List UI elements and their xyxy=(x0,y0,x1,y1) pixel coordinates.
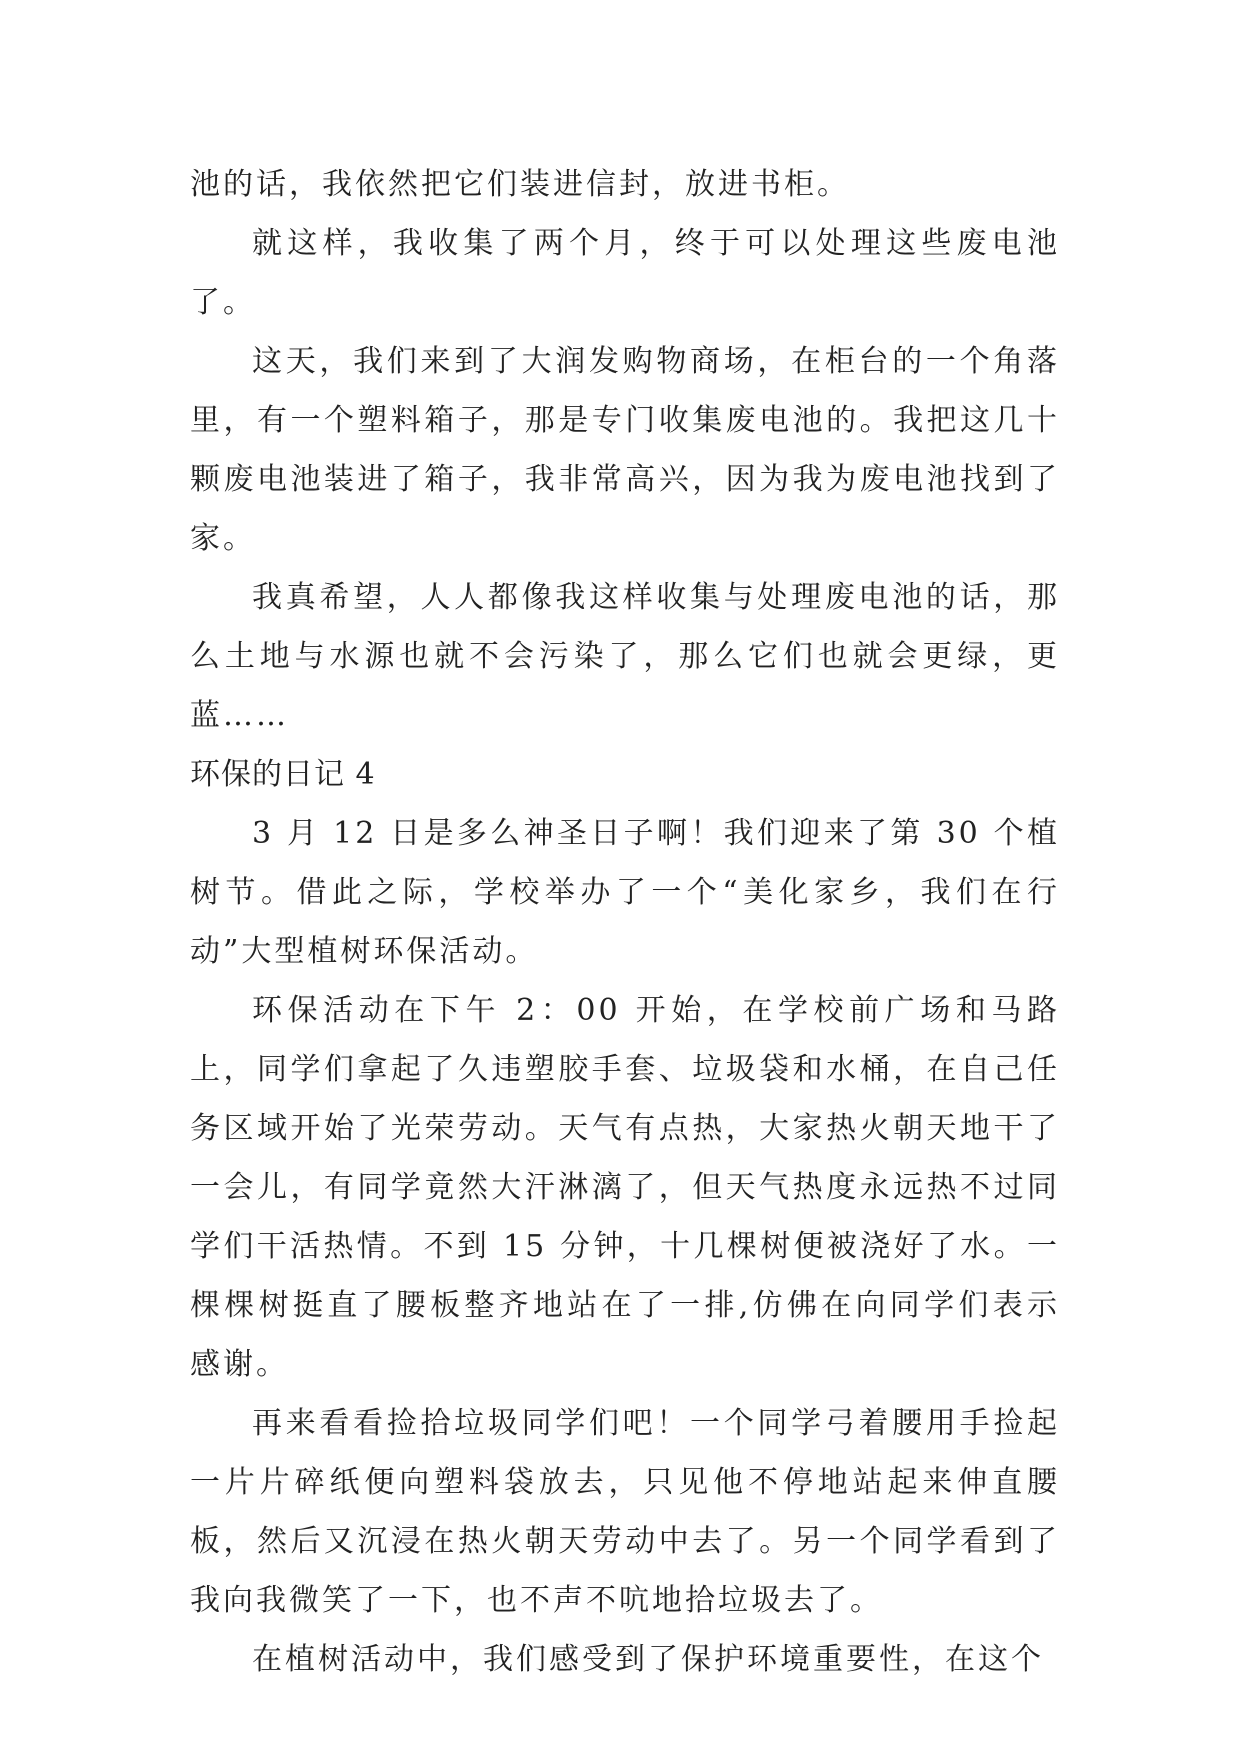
paragraph: 环保活动在下午 2：00 开始，在学校前广场和马路上，同学们拿起了久违塑胶手套、垃圾袋和水桶，在自己任务区域开始了光荣劳动。天气有点热，大家热火朝天地干了一会儿，有同学竟然大汗淋漓了，但天气热度永远热不过同学们干活热情。不到 15 分钟，十几棵树便被浇好了水。一棵棵树挺直了腰板整齐地站在了一排,仿佛在向同学们表示感谢。 xyxy=(190,993,1060,1382)
section-heading: 环保的日记 4 xyxy=(190,757,376,792)
paragraph: 池的话，我依然把它们装进信封，放进书柜。 xyxy=(190,167,850,202)
paragraph: 在植树活动中，我们感受到了保护环境重要性，在这个 xyxy=(252,1642,1044,1677)
paragraph: 就这样，我收集了两个月，终于可以处理这些废电池了。 xyxy=(190,226,1060,320)
document-body xyxy=(190,155,1060,1689)
paragraph: 3 月 12 日是多么神圣日子啊！我们迎来了第 30 个植树节。借此之际，学校举办了一个“美化家乡，我们在行动”大型植树环保活动。 xyxy=(190,816,1060,969)
paragraph: 我真希望，人人都像我这样收集与处理废电池的话，那么土地与水源也就不会污染了，那么它们也就会更绿，更蓝…… xyxy=(190,580,1060,733)
paragraph: 这天，我们来到了大润发购物商场，在柜台的一个角落里，有一个塑料箱子，那是专门收集废电池的。我把这几十颗废电池装进了箱子，我非常高兴，因为我为废电池找到了家。 xyxy=(190,344,1060,556)
paragraph: 再来看看捡拾垃圾同学们吧！一个同学弓着腰用手捡起一片片碎纸便向塑料袋放去，只见他不停地站起来伸直腰板，然后又沉浸在热火朝天劳动中去了。另一个同学看到了我向我微笑了一下，也不声不吭地拾垃圾去了。 xyxy=(190,1406,1060,1618)
